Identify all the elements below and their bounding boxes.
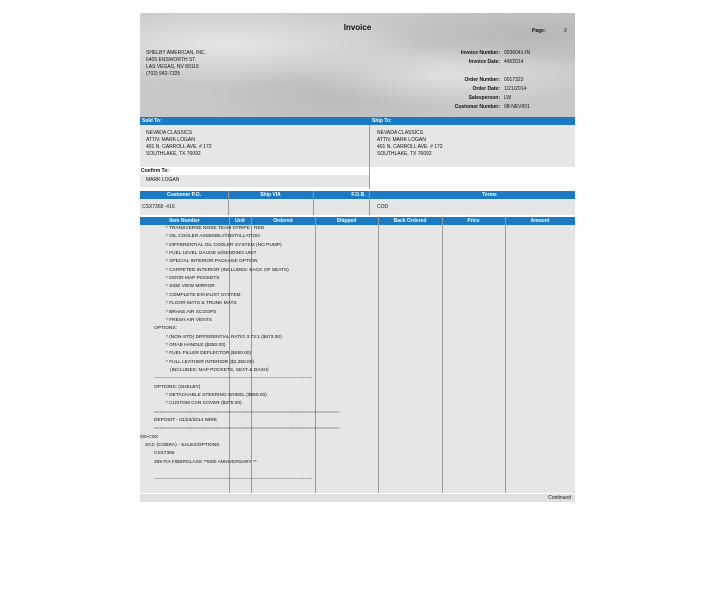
line-item-text: * FRESH AIR VENTS (166, 317, 212, 323)
confirm-to-label: Confirm To: (141, 168, 169, 174)
ship-to-line: NEVADA CLASSICS (377, 130, 424, 136)
line-item-text: ================================================================== (154, 426, 339, 432)
order-date-label: Order Date: (472, 86, 500, 92)
sold-to-line: ATTN: MARK LOGAN (146, 137, 195, 143)
customer-number-label: Customer Number: (454, 104, 500, 110)
line-item-text: * GRAB HANDLE ($350.00) (166, 342, 226, 348)
invoice-number-value: 0036041-IN (504, 50, 531, 56)
order-number-label: Order Number: (464, 77, 500, 83)
col-unit: Unit (235, 218, 245, 224)
sold-to-label: Sold To: (142, 118, 162, 124)
order-divider (313, 191, 314, 215)
line-item-text: DEPOSIT - 01/23/2014 WIRE (154, 418, 218, 424)
invoice-title: Invoice (343, 23, 372, 32)
terms-value: COD (377, 204, 389, 210)
line-item-text: OPTIONS: (SHELBY) (154, 384, 201, 390)
items-divider (442, 217, 443, 493)
line-item-text: --------------------------------------------------------------------------------------------------- (154, 476, 313, 482)
confirm-to-value: MARK LOGAN (146, 177, 180, 183)
order-info-bar (140, 191, 575, 199)
line-item-text: * BRAKE AIR SCOOPS (166, 309, 217, 315)
line-item-text: * (NON-STD) DIFFERENTIAL RATIO 3.73:1 ($473.00) (166, 334, 282, 340)
address-divider (369, 125, 370, 189)
order-divider (369, 191, 370, 215)
col-ordered: Ordered (273, 218, 293, 224)
customer-number-value: 08-NEV001 (504, 104, 530, 110)
company-line: SHELBY AMERICAN, INC. (146, 50, 206, 56)
page-number: 2 (564, 28, 567, 34)
line-item-text: * FUEL LEVEL GAUGE w/SENDING UNIT (166, 251, 257, 257)
invoice-date-value: 4/8/2014 (504, 59, 524, 65)
items-header-bar (140, 217, 575, 225)
ship-to-line: ATTN: MARK LOGAN (377, 137, 426, 143)
line-item-text: * DETACHABLE STEERING WHEEL ($950.00) (166, 393, 267, 398)
col-price: Price (467, 218, 480, 224)
company-address (146, 50, 206, 78)
col-amount: Amount (530, 218, 550, 224)
footer-bar (140, 494, 575, 502)
line-item-text: * DOOR MAP POCKETS (166, 276, 220, 282)
customer-po-value: CSX7365 -#16 (142, 204, 175, 210)
col-terms: Terms (482, 192, 497, 198)
line-item-text: CSX7365 (154, 451, 175, 457)
sold-to-line: NEVADA CLASSICS (146, 130, 193, 136)
line-item-text: * CUSTOM CAR COVER ($375.00) (166, 401, 242, 407)
line-item-text: * FULL LEATHER INTERIOR ($2,350.00) (166, 359, 254, 365)
invoice-number-label: Invoice Number: (460, 50, 500, 56)
line-item-text: * DIFFERENTIAL OIL COOLER SYSTEM (NO PUMP) (166, 242, 282, 248)
line-item-text: OPTIONS: (154, 326, 177, 332)
col-customer-po: Customer P.O. (166, 192, 202, 198)
salesperson-label: Salesperson: (468, 95, 500, 101)
company-line: LAS VEGAS, NV 89119 (146, 64, 199, 70)
order-number-value: 0017323 (504, 77, 524, 83)
col-shipped: Shipped (336, 218, 357, 224)
line-item-text: /00-CSX (140, 434, 159, 440)
line-item-text: * CARPETED INTERIOR (INCLUDES: BACK OF SEATS) (166, 267, 289, 273)
line-item-text: * COMPLETE EXHAUST SYSTEM (166, 292, 241, 298)
order-date-value: 1/21/2014 (504, 86, 527, 92)
order-divider (228, 191, 229, 215)
address-bar (140, 117, 575, 125)
line-item-text: * OIL COOLER ASSEMBLY/INSTALLATION (166, 234, 260, 240)
line-item-text: --------------------------------------------------------------------------------------------------- (154, 376, 313, 382)
items-divider (315, 217, 316, 493)
line-item-text: SCC (COBRA) - SALES/OPTIONS (145, 443, 220, 449)
line-item-text: * FUEL FILLER DEFLECTOR ($450.00) (166, 351, 252, 357)
col-item-number: Item Number (169, 218, 200, 224)
line-item-text: * FLOOR MATS & TRUNK MATS (166, 301, 237, 307)
sold-to-address (146, 130, 212, 158)
col-ship-via: Ship VIA (260, 192, 281, 198)
sold-to-line: SOUTHLAKE, TX 76092 (146, 151, 201, 157)
page-label: Page: (532, 28, 546, 34)
continued-label: Continued (548, 495, 571, 501)
salesperson-value: LW (504, 95, 512, 101)
ship-to-line: SOUTHLAKE, TX 76092 (377, 151, 432, 157)
order-info-row (140, 199, 575, 215)
col-fob: F.O.B. (351, 192, 366, 198)
line-item-text: 289 FIA FIBERGLASS **50th ANNIVERSARY ** (154, 459, 257, 465)
company-line: 6405 ENSWORTH ST. (146, 57, 197, 63)
sold-to-line: 401 N. CARROLL AVE. # 172 (146, 144, 212, 150)
items-divider (378, 217, 379, 493)
line-item-text: (INCLUDES: MAP POCKETS, SEAT & DASH) (170, 367, 269, 373)
ship-to-address (377, 130, 443, 158)
company-line: (702) 942-7325 (146, 71, 181, 77)
col-back-ordered: Back Ordered (393, 218, 427, 224)
line-item-text: * SIDE VIEW MIRROR (166, 284, 215, 290)
items-divider (505, 217, 506, 493)
line-item-text: * TRANSVERSE NOSE TEAM STRIPE - RED (166, 226, 265, 231)
line-item-text: ================================================================== (154, 409, 339, 415)
invoice-page (140, 13, 575, 503)
invoice-date-label: Invoice Date: (468, 59, 500, 65)
ship-to-line: 401 N. CARROLL AVE. # 172 (377, 144, 443, 150)
invoice-header (140, 13, 575, 117)
ship-to-label: Ship To: (372, 118, 392, 124)
line-item-text: * SPECIAL INTERIOR PACKAGE OPTION (166, 259, 258, 265)
